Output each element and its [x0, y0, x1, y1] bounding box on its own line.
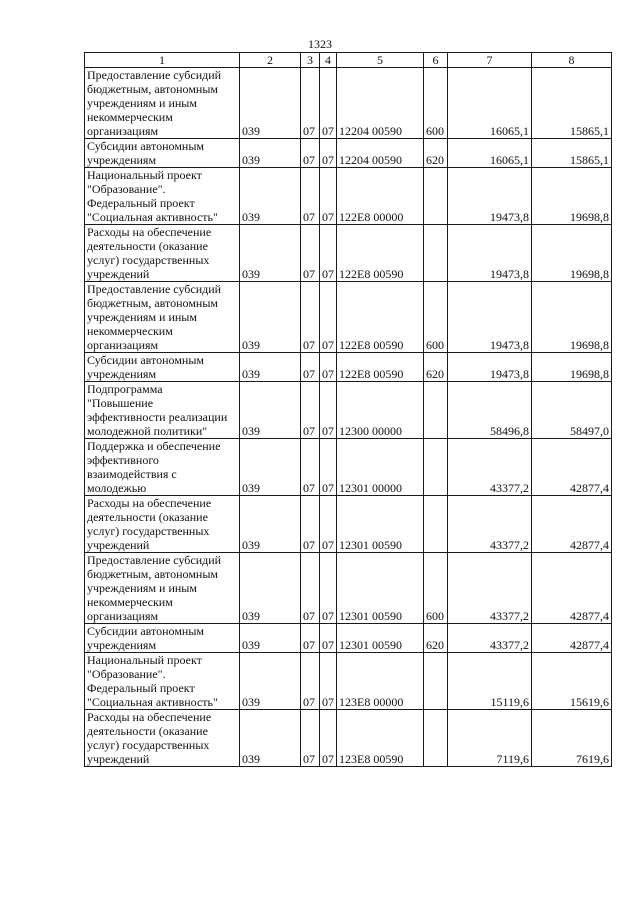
description-line: бюджетным, автономным [87, 567, 218, 581]
description-line: взаимодействия с [87, 467, 177, 481]
description-line: учреждениям [87, 367, 157, 381]
cell-amount-year-2: 15865,1 [532, 139, 612, 168]
cell-subsection-code: 07 [320, 139, 337, 168]
description-line: Субсидии автономным [87, 624, 204, 638]
cell-amount-year-2: 42877,4 [532, 553, 612, 624]
cell-expense-type: 620 [424, 624, 448, 653]
cell-description [85, 282, 240, 353]
cell-expense-type [424, 496, 448, 553]
description-line: организациям [87, 609, 159, 623]
cell-expense-type [424, 439, 448, 496]
description-line: Предоставление субсидий [87, 68, 222, 82]
cell-expense-type: 600 [424, 553, 448, 624]
cell-subsection-code: 07 [320, 168, 337, 225]
cell-amount-year-1: 19473,8 [448, 353, 532, 382]
description-line: Предоставление субсидий [87, 553, 222, 567]
cell-department-code: 039 [240, 139, 301, 168]
header-col-3: 3 [301, 53, 320, 68]
cell-section-code: 07 [301, 282, 320, 353]
cell-amount-year-1: 15119,6 [448, 653, 532, 710]
description-line: Национальный проект [87, 168, 202, 182]
description-line: организациям [87, 124, 159, 138]
description-line: Субсидии автономным [87, 353, 204, 367]
cell-section-code: 07 [301, 553, 320, 624]
table-row [85, 353, 612, 382]
header-col-8: 8 [532, 53, 612, 68]
cell-section-code: 07 [301, 139, 320, 168]
cell-description [85, 710, 240, 767]
cell-expense-type [424, 225, 448, 282]
cell-section-code: 07 [301, 382, 320, 439]
cell-department-code: 039 [240, 496, 301, 553]
description-line: бюджетным, автономным [87, 82, 218, 96]
cell-target-article: 123E8 00590 [337, 710, 424, 767]
table-row [85, 168, 612, 225]
cell-amount-year-2: 19698,8 [532, 225, 612, 282]
description-line: Расходы на обеспечение [87, 496, 212, 510]
cell-amount-year-1: 43377,2 [448, 496, 532, 553]
cell-amount-year-1: 16065,1 [448, 68, 532, 139]
cell-department-code: 039 [240, 653, 301, 710]
table-body [85, 68, 612, 767]
cell-amount-year-2: 42877,4 [532, 624, 612, 653]
description-line: некоммерческим [87, 110, 173, 124]
cell-target-article: 12204 00590 [337, 139, 424, 168]
description-line: деятельности (оказание [87, 724, 208, 738]
cell-amount-year-2: 19698,8 [532, 353, 612, 382]
cell-amount-year-2: 15619,6 [532, 653, 612, 710]
description-line: организациям [87, 338, 159, 352]
cell-description [85, 439, 240, 496]
table-row [85, 68, 612, 139]
cell-amount-year-1: 16065,1 [448, 139, 532, 168]
cell-expense-type: 620 [424, 139, 448, 168]
description-line: учреждений [87, 267, 150, 281]
cell-target-article: 122E8 00590 [337, 225, 424, 282]
cell-amount-year-2: 42877,4 [532, 496, 612, 553]
cell-subsection-code: 07 [320, 68, 337, 139]
description-line: учреждениям и иным [87, 581, 197, 595]
cell-amount-year-1: 7119,6 [448, 710, 532, 767]
description-line: Субсидии автономным [87, 139, 204, 153]
cell-department-code: 039 [240, 382, 301, 439]
cell-amount-year-2: 15865,1 [532, 68, 612, 139]
cell-target-article: 12301 00000 [337, 439, 424, 496]
cell-section-code: 07 [301, 225, 320, 282]
cell-target-article: 12204 00590 [337, 68, 424, 139]
table-row [85, 439, 612, 496]
cell-amount-year-2: 7619,6 [532, 710, 612, 767]
description-line: Федеральный проект [87, 681, 195, 695]
cell-section-code: 07 [301, 653, 320, 710]
cell-section-code: 07 [301, 496, 320, 553]
cell-section-code: 07 [301, 68, 320, 139]
description-line: учреждениям [87, 638, 157, 652]
cell-amount-year-2: 19698,8 [532, 282, 612, 353]
cell-target-article: 12301 00590 [337, 553, 424, 624]
description-line: Подпрограмма [87, 382, 163, 396]
description-line: Расходы на обеспечение [87, 710, 212, 724]
cell-subsection-code: 07 [320, 624, 337, 653]
cell-subsection-code: 07 [320, 553, 337, 624]
header-col-4: 4 [320, 53, 337, 68]
cell-section-code: 07 [301, 168, 320, 225]
cell-amount-year-2: 58497,0 [532, 382, 612, 439]
description-line: "Образование". [87, 182, 166, 196]
table-row [85, 225, 612, 282]
budget-table [84, 52, 612, 767]
cell-description [85, 382, 240, 439]
cell-description [85, 496, 240, 553]
cell-expense-type: 600 [424, 282, 448, 353]
table-header [85, 53, 612, 68]
cell-section-code: 07 [301, 710, 320, 767]
cell-target-article: 12301 00590 [337, 624, 424, 653]
description-line: "Образование". [87, 667, 166, 681]
description-line: эффективного [87, 453, 159, 467]
cell-department-code: 039 [240, 439, 301, 496]
cell-target-article: 12301 00590 [337, 496, 424, 553]
cell-amount-year-2: 42877,4 [532, 439, 612, 496]
cell-amount-year-1: 43377,2 [448, 624, 532, 653]
cell-description [85, 553, 240, 624]
cell-department-code: 039 [240, 225, 301, 282]
cell-expense-type [424, 653, 448, 710]
cell-description [85, 653, 240, 710]
cell-department-code: 039 [240, 553, 301, 624]
description-line: учреждениям и иным [87, 96, 197, 110]
cell-expense-type [424, 382, 448, 439]
cell-target-article: 12300 00000 [337, 382, 424, 439]
cell-department-code: 039 [240, 68, 301, 139]
cell-subsection-code: 07 [320, 439, 337, 496]
description-line: некоммерческим [87, 324, 173, 338]
cell-department-code: 039 [240, 710, 301, 767]
table-row [85, 553, 612, 624]
description-line: "Повышение [87, 396, 154, 410]
cell-subsection-code: 07 [320, 282, 337, 353]
cell-subsection-code: 07 [320, 225, 337, 282]
description-line: бюджетным, автономным [87, 296, 218, 310]
description-line: молодежной политики" [87, 424, 208, 438]
cell-description [85, 624, 240, 653]
header-col-2: 2 [240, 53, 301, 68]
cell-expense-type: 620 [424, 353, 448, 382]
description-line: учреждений [87, 538, 150, 552]
description-line: эффективности реализации [87, 410, 228, 424]
cell-amount-year-2: 19698,8 [532, 168, 612, 225]
description-line: учреждениям [87, 153, 157, 167]
cell-description [85, 168, 240, 225]
cell-target-article: 122E8 00590 [337, 282, 424, 353]
cell-department-code: 039 [240, 282, 301, 353]
cell-target-article: 123E8 00000 [337, 653, 424, 710]
cell-description [85, 68, 240, 139]
cell-amount-year-1: 19473,8 [448, 282, 532, 353]
cell-section-code: 07 [301, 624, 320, 653]
cell-section-code: 07 [301, 353, 320, 382]
description-line: Федеральный проект [87, 196, 195, 210]
description-line: деятельности (оказание [87, 510, 208, 524]
cell-amount-year-1: 19473,8 [448, 225, 532, 282]
header-col-5: 5 [337, 53, 424, 68]
cell-subsection-code: 07 [320, 710, 337, 767]
cell-expense-type [424, 168, 448, 225]
description-line: деятельности (оказание [87, 239, 208, 253]
cell-amount-year-1: 58496,8 [448, 382, 532, 439]
table-row [85, 496, 612, 553]
table-row [85, 282, 612, 353]
description-line: некоммерческим [87, 595, 173, 609]
page-number: 1323 [308, 37, 332, 51]
description-line: Предоставление субсидий [87, 282, 222, 296]
cell-description [85, 139, 240, 168]
description-line: молодежью [87, 481, 147, 495]
cell-department-code: 039 [240, 353, 301, 382]
cell-department-code: 039 [240, 624, 301, 653]
cell-description [85, 225, 240, 282]
header-row [85, 53, 612, 68]
description-line: услуг) государственных [87, 253, 210, 267]
cell-target-article: 122E8 00000 [337, 168, 424, 225]
header-col-6: 6 [424, 53, 448, 68]
cell-subsection-code: 07 [320, 353, 337, 382]
description-line: "Социальная активность" [87, 695, 218, 709]
description-line: Расходы на обеспечение [87, 225, 212, 239]
cell-department-code: 039 [240, 168, 301, 225]
description-line: учреждениям и иным [87, 310, 197, 324]
cell-expense-type [424, 710, 448, 767]
cell-section-code: 07 [301, 439, 320, 496]
cell-amount-year-1: 43377,2 [448, 553, 532, 624]
cell-description [85, 353, 240, 382]
cell-subsection-code: 07 [320, 382, 337, 439]
description-line: учреждений [87, 752, 150, 766]
header-col-1: 1 [85, 53, 240, 68]
cell-subsection-code: 07 [320, 653, 337, 710]
description-line: Поддержка и обеспечение [87, 439, 221, 453]
description-line: услуг) государственных [87, 738, 210, 752]
cell-expense-type: 600 [424, 68, 448, 139]
cell-amount-year-1: 43377,2 [448, 439, 532, 496]
description-line: "Социальная активность" [87, 210, 218, 224]
table-row [85, 139, 612, 168]
table-row [85, 710, 612, 767]
cell-amount-year-1: 19473,8 [448, 168, 532, 225]
description-line: услуг) государственных [87, 524, 210, 538]
cell-subsection-code: 07 [320, 496, 337, 553]
cell-target-article: 122E8 00590 [337, 353, 424, 382]
table-row [85, 624, 612, 653]
table-row [85, 653, 612, 710]
table-row [85, 382, 612, 439]
header-col-7: 7 [448, 53, 532, 68]
description-line: Национальный проект [87, 653, 202, 667]
